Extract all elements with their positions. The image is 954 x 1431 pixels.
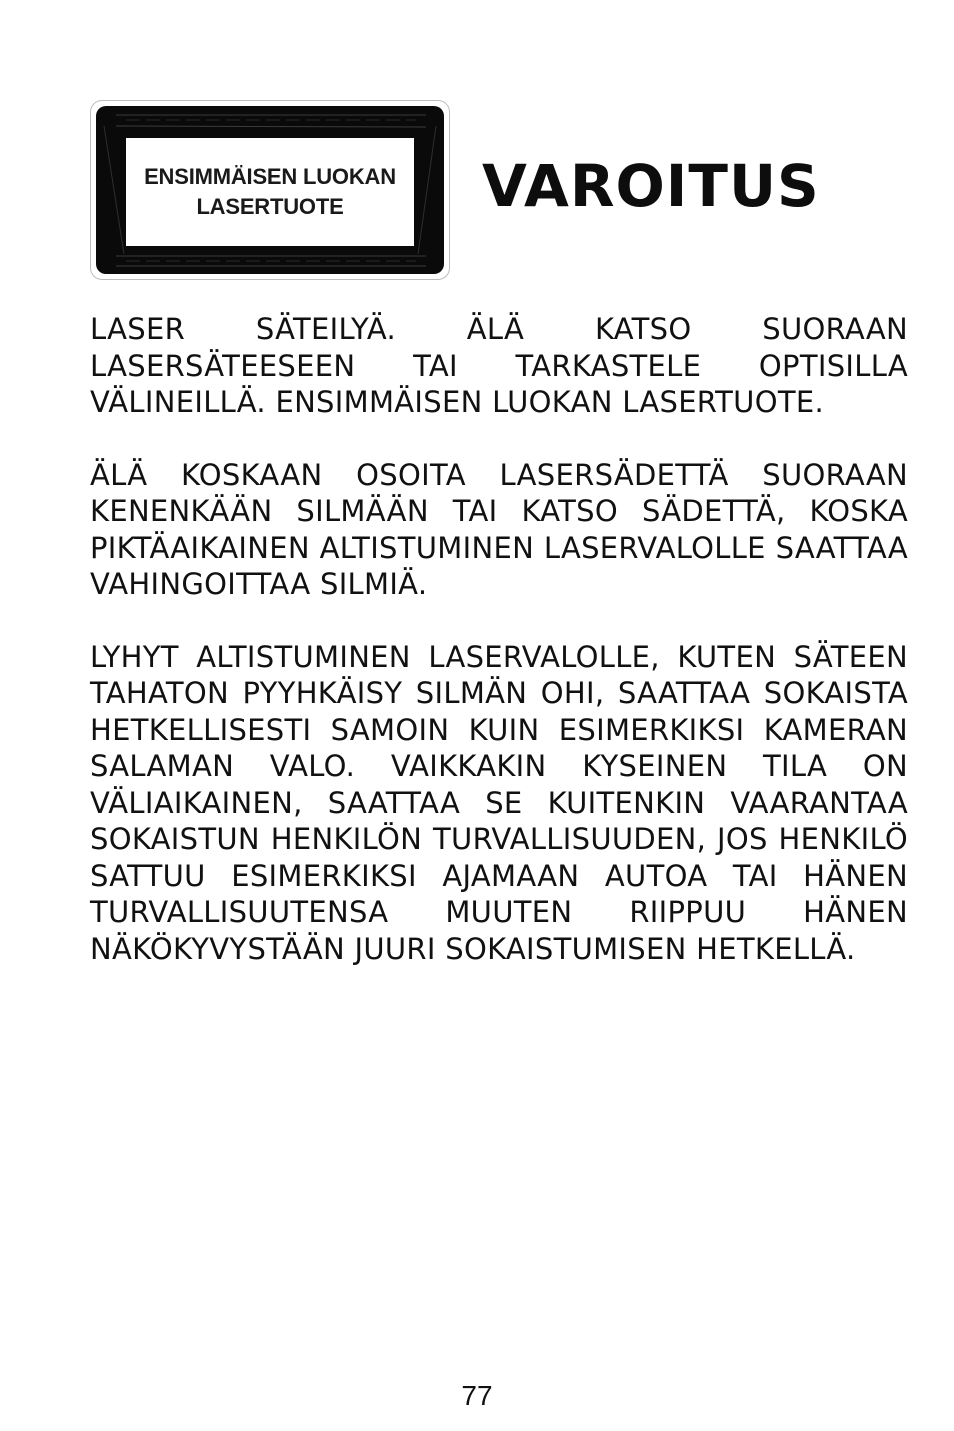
warning-body [90,311,908,1003]
label-line-2: LASERTUOTE [196,194,344,219]
label-line-1: ENSIMMÄISEN LUOKAN [144,164,396,189]
page-number: 77 [461,1380,493,1411]
page-title: VAROITUS [482,152,820,220]
laser-label-text-panel [126,138,414,246]
paragraph-3: LYHYT ALTISTUMINEN LASERVALOLLE, KUTEN SÄTEEN TAHATON PYYHKÄISY SILMÄN OHI, SAATTAA SOKAISTA HETKELLISESTI SAMOIN KUIN ESIMERKIKSI KAMERAN SALAMAN VALO. VAIKKAKIN KYSEINEN TILA ON VÄLIAIKAINEN, SAATTAA SE KUITENKIN VAARANTAA SOKAISTUN HENKILÖN TURVALLISUUDEN, JOS HENKILÖ SATTUU ESIMERKIKSI AJAMAAN AUTOA TAI HÄNEN TURVALLISUUTENSA MUUTEN RIIPPUU HÄNEN NÄKÖKYVYSTÄÄN JUURI SOKAISTUMISEN HETKELLÄ. [90,639,908,966]
paragraph-2: ÄLÄ KOSKAAN OSOITA LASERSÄDETTÄ SUORAAN KENENKÄÄN SILMÄÄN TAI KATSO SÄDETTÄ, KOSKA PIKTÄAIKAINEN ALTISTUMINEN LASERVALOLLE SAATTAA VAHINGOITTAA SILMIÄ. [90,457,908,601]
paragraph-1: LASER SÄTEILYÄ. ÄLÄ KATSO SUORAAN LASERSÄTEESEEN TAI TARKASTELE OPTISILLA VÄLINEILLÄ. ENSIMMÄISEN LUOKAN LASERTUOTE. [90,312,908,419]
